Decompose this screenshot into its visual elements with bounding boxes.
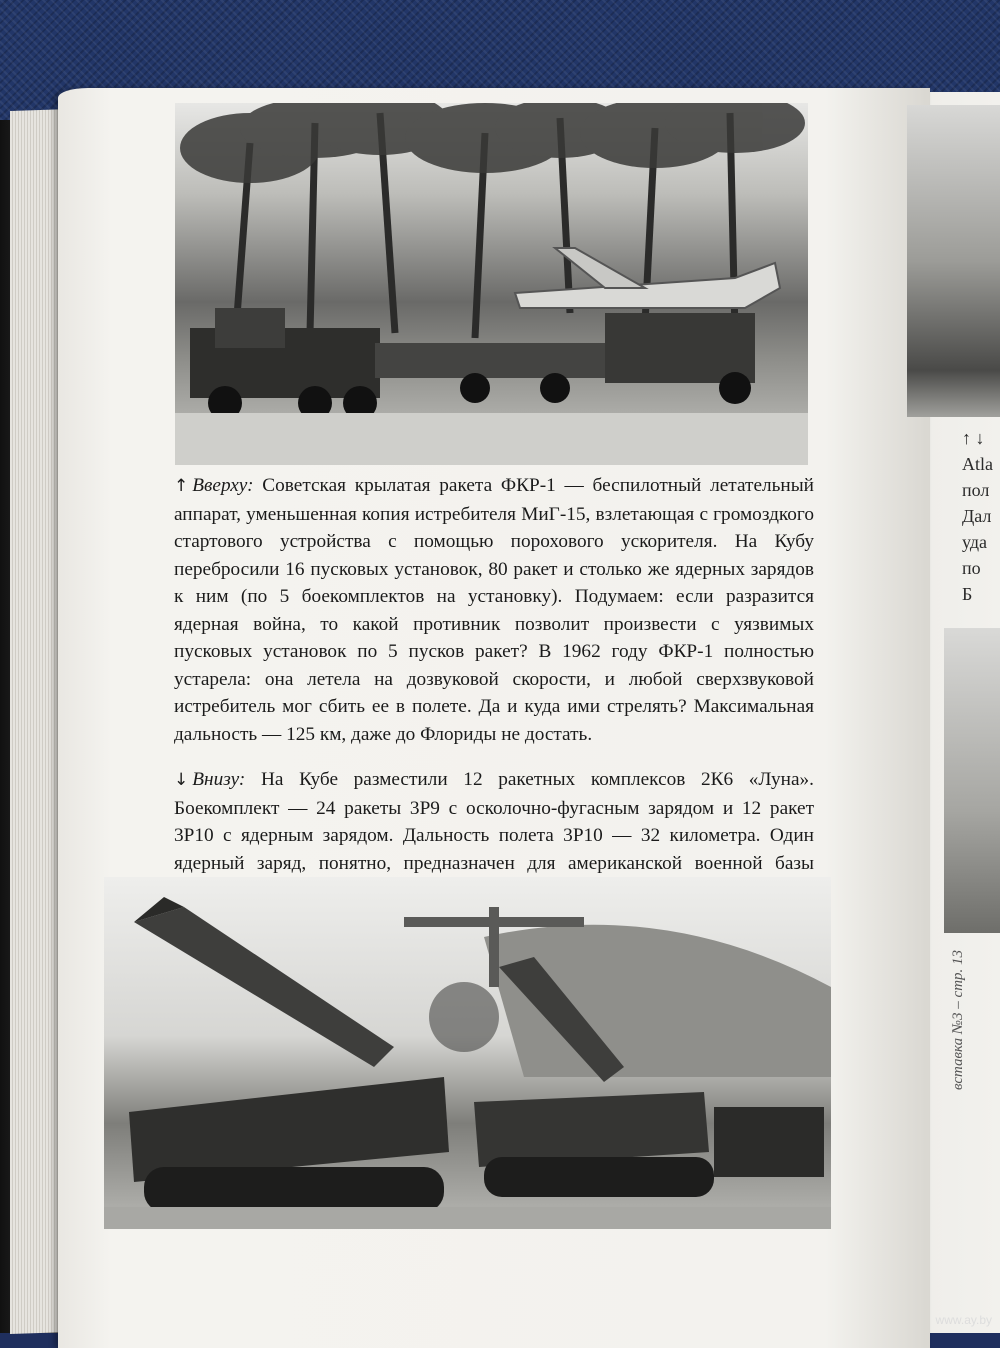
caption-bottom-lead: Внизу: [192,769,246,790]
right-page-line: по [962,558,981,578]
right-page-text [962,425,1000,607]
page-footer: вставка №3 – стр. 13 [950,949,966,1090]
caption-top-lead: Вверху: [192,475,254,496]
caption-bottom-text: На Кубе разместили 12 ракетных комплексов 2К6 «Луна». Боекомплект — 24 ракеты 3Р9 с осколочно-фугасным зарядом и 12 ракет 3Р10 с ядерным зарядом. Дальность полета 3Р10 — 32 километра. Один ядерный заряд, понятно, предназначен для американской военной базы [174,769,814,874]
right-page-line: Atla [962,454,993,474]
caption-top-text: Советская крылатая ракета ФКР-1 — беспилотный летательный аппарат, уменьшенная копия истребителя МиГ-15, взлетающая с громоздкого стартового устройства с помощью порохового ускорителя. На Кубу перебросили 16 пусковых установок, 80 ракет и столько же ядерных зарядов к ним (по 5 боекомплектов на установку). Подумаем: если разразится ядерная война, то какой противник позволит произвести с уязвимых пусковых установок по 5 пусков ракет? В 1962 году ФКР-1 полностью устарела: она летела на дозвуковой скорости, и любой сверхзвуковой истребитель мог сбить ее в полете. Да и куда ими стрелять? Максимальная дальность — 125 км, даже до Флориды не достать. [174,475,815,745]
arrow-down-icon: ↓ [174,770,189,790]
arrow-up-icon: ↑ [174,476,189,496]
watermark: www.ay.by [935,1313,992,1327]
right-page-line: Б [962,584,973,604]
right-page-line: уда [962,532,988,552]
photo-fkr1-launcher [175,103,808,465]
right-page-line: Дал [962,506,992,526]
right-page-arrows: ↑ ↓ [962,428,985,448]
right-page-line: пол [962,480,990,500]
right-page-photo-top [907,105,1000,417]
caption-top [174,472,814,748]
photo-luna-launchers [104,877,831,1229]
caption-block [174,472,814,923]
